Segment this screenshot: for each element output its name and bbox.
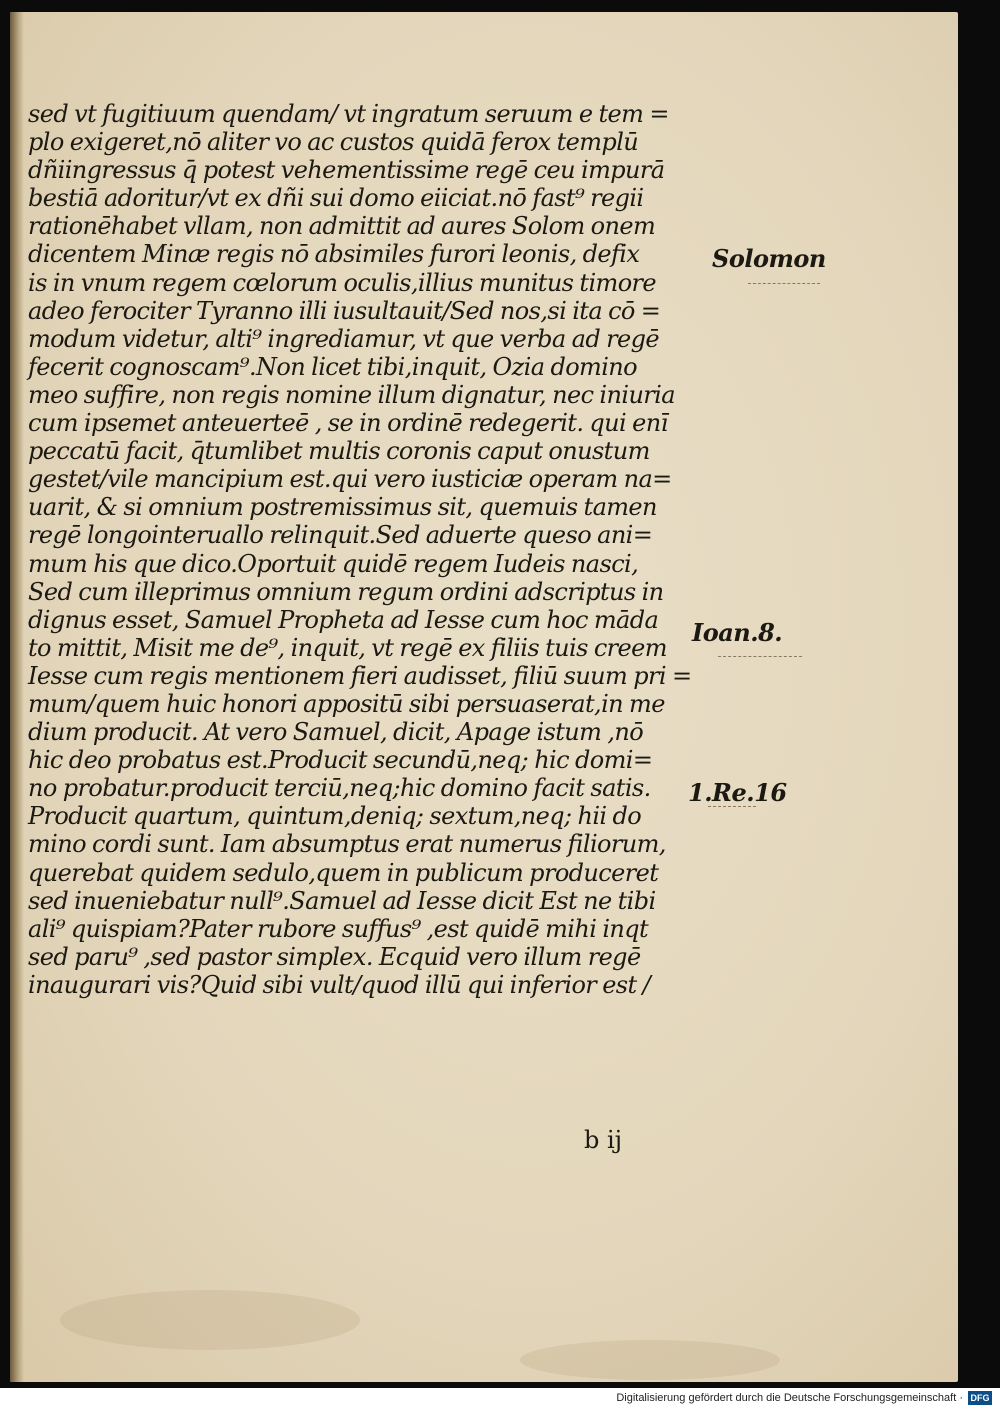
page-gutter-shadow bbox=[10, 12, 24, 1382]
main-text-block bbox=[28, 100, 698, 999]
text-line: bestiā adoritur/vt ex dñi sui domo eiiciat.nō fast⁹ regii bbox=[28, 184, 644, 213]
text-line: dignus esset, Samuel Propheta ad Iesse cum hoc māda bbox=[28, 605, 659, 634]
text-line: is in vnum regem cœlorum oculis,illius munitus timore bbox=[28, 268, 657, 297]
text-line: rationēhabet vllam, non admittit ad aures Solom onem bbox=[28, 212, 656, 241]
dfg-logo: DFG bbox=[968, 1391, 992, 1405]
margin-note-rule bbox=[718, 656, 802, 657]
text-line: sed inueniebatur null⁹.Samuel ad Iesse dicit Est ne tibi bbox=[28, 886, 656, 915]
text-line: meo suffire, non regis nomine illum dignatur, nec iniuria bbox=[28, 380, 675, 409]
text-line: regē longointeruallo relinquit.Sed aduerte queso ani= bbox=[28, 521, 653, 550]
text-line: ali⁹ quispiam?Pater rubore suffus⁹ ,est quidē mihi inqt bbox=[28, 914, 649, 943]
text-line: inaugurari vis?Quid sibi vult/quod illū qui inferior est / bbox=[28, 970, 651, 999]
digitization-footer bbox=[0, 1388, 1000, 1411]
footer-credit: Digitalisierung gefördert durch die Deutsche Forschungsgemeinschaft · bbox=[616, 1392, 963, 1404]
text-line: mum/quem huic honori appositū sibi persuaserat,in me bbox=[28, 689, 665, 718]
text-line: fecerit cognoscam⁹.Non licet tibi,inquit, Ozia domino bbox=[28, 352, 637, 381]
text-line: adeo ferociter Tyranno illi iusultauit/Sed nos,si ita cō = bbox=[28, 296, 661, 325]
page-stain bbox=[520, 1340, 780, 1380]
text-line: Producit quartum, quintum,deniq; sextum,neq; hii do bbox=[28, 802, 642, 831]
margin-note-ioan: Ioan.8. bbox=[692, 618, 783, 647]
text-line: cum ipsemet anteuerteē , se in ordinē redegerit. qui enī bbox=[28, 409, 668, 438]
text-line: no probatur.producit terciū,neq;hic domino facit satis. bbox=[28, 774, 651, 803]
text-line: sed paru⁹ ,sed pastor simplex. Ecquid vero illum regē bbox=[28, 942, 641, 971]
signature-mark: b ij bbox=[584, 1126, 623, 1154]
text-line: to mittit, Misit me de⁹, inquit, vt regē ex filiis tuis creem bbox=[28, 633, 667, 662]
page-stain bbox=[60, 1290, 360, 1350]
text-line: sed vt fugitiuum quendam/ vt ingratum seruum e tem = bbox=[28, 100, 669, 128]
text-line: peccatū facit, q̄tumlibet multis coronis caput onustum bbox=[28, 437, 650, 466]
margin-note-solomon: Solomon bbox=[712, 244, 826, 273]
margin-note-rule bbox=[748, 283, 820, 284]
text-line: hic deo probatus est.Producit secundū,neq; hic domi= bbox=[28, 746, 653, 775]
text-line: gestet/vile mancipium est.qui vero iusticiæ operam na= bbox=[28, 465, 672, 494]
text-line: plo exigeret,nō aliter vo ac custos quidā ferox templū bbox=[28, 128, 639, 157]
text-line: dicentem Minæ regis nō absimiles furori leonis, defix bbox=[28, 240, 640, 269]
text-line: dium producit. At vero Samuel, dicit, Apage istum ,nō bbox=[28, 718, 644, 747]
text-line: modum videtur, alti⁹ ingrediamur, vt que verba ad regē bbox=[28, 324, 659, 353]
text-line: mum his que dico.Oportuit quidē regem Iudeis nasci, bbox=[28, 549, 639, 578]
margin-note-re: 1.Re.16 bbox=[688, 778, 787, 807]
text-line: Sed cum illeprimus omnium regum ordini adscriptus in bbox=[28, 577, 664, 606]
text-line: mino cordi sunt. Iam absumptus erat numerus filiorum, bbox=[28, 830, 666, 859]
text-line: dñiingressus q̄ potest vehementissime regē ceu impurā bbox=[28, 156, 665, 185]
text-line: Iesse cum regis mentionem fieri audisset, filiū suum pri = bbox=[28, 661, 692, 690]
text-line: querebat quidem sedulo,quem in publicum produceret bbox=[28, 858, 659, 887]
margin-note-rule bbox=[708, 806, 756, 807]
text-line: uarit, & si omnium postremissimus sit, quemuis tamen bbox=[28, 493, 657, 522]
